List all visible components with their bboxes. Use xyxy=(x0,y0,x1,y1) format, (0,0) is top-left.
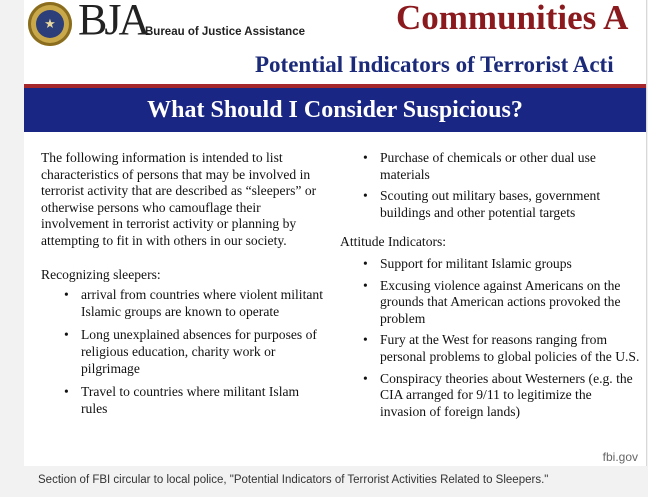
sleepers-heading: Recognizing sleepers: xyxy=(41,266,161,282)
doj-seal-icon: ★ xyxy=(28,2,72,46)
list-item: • Excusing violence against Americans on the grounds that American actions provoked the problem xyxy=(363,277,621,326)
list-item: • Scouting out military bases, government buildings and other potential targets xyxy=(363,188,601,220)
source-credit: fbi.gov xyxy=(602,450,638,464)
right-column xyxy=(340,150,640,425)
document-image xyxy=(24,0,647,466)
attitude-list xyxy=(340,256,640,420)
list-item: • Purchase of chemicals or other dual use materials xyxy=(363,150,596,182)
left-column xyxy=(41,150,323,424)
intro-paragraph: The following information is intended to list characteristics of persons that may be involved in terrorist activity that are described as “sleepers” or otherwise persons who camouflage their involvement in terrorist activity or planning by attempting to fit in with others in our society. xyxy=(41,150,317,248)
org-name: Bureau of Justice Assistance xyxy=(145,26,305,38)
list-item: • Fury at the West for reasons ranging from personal problems to global policies of the U.S. xyxy=(363,332,640,364)
document-subtitle: Potential Indicators of Terrorist Acti xyxy=(255,52,614,77)
list-item: • Conspiracy theories about Westerners (e.g. the CIA arranged for 9/11 to legitimize the invasion of foreign lands) xyxy=(363,370,633,419)
sleepers-list xyxy=(41,287,323,417)
list-item: • Travel to countries where militant Islam rules xyxy=(64,384,300,416)
document-title: Communities A xyxy=(396,0,629,37)
bja-logo: BJA xyxy=(78,0,148,44)
image-caption: Section of FBI circular to local police, "Potential Indicators of Terrorist Activities Related to Sleepers." xyxy=(38,474,549,486)
activity-list xyxy=(340,150,640,221)
section-banner: What Should I Consider Suspicious? xyxy=(24,88,646,132)
list-item: • arrival from countries where violent militant Islamic groups are known to operate xyxy=(64,287,323,319)
attitude-heading: Attitude Indicators: xyxy=(340,234,447,250)
list-item: • Support for militant Islamic groups xyxy=(363,255,572,271)
list-item: • Long unexplained absences for purposes of religious education, charity work or pilgrimage xyxy=(64,327,317,376)
